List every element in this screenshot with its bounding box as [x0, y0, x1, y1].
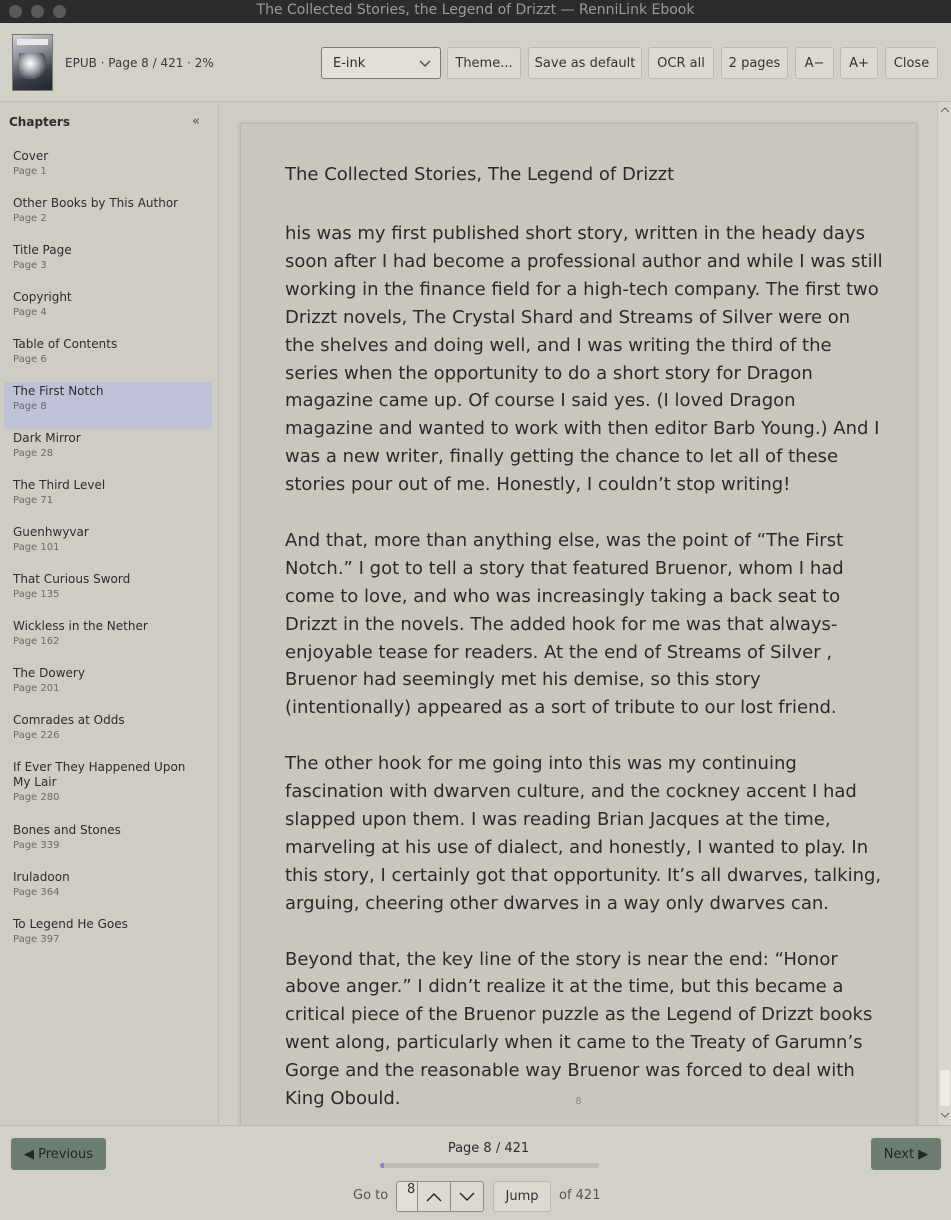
reading-progress-bar: [380, 1163, 599, 1168]
page-step-down-button[interactable]: [450, 1181, 484, 1212]
chapter-list: [4, 147, 212, 962]
scroll-up-icon[interactable]: [940, 105, 950, 115]
reading-progress-fill: [380, 1163, 384, 1168]
font-smaller-button[interactable]: A−: [795, 47, 834, 79]
ocr-all-button[interactable]: OCR all: [648, 47, 714, 79]
chevron-down-icon: [419, 57, 431, 69]
scrollbar-thumb[interactable]: [940, 1070, 950, 1106]
chapter-page: Page 397: [13, 934, 60, 945]
chapter-page: Page 339: [13, 840, 60, 851]
chapter-page: Page 71: [13, 495, 54, 506]
page-number: 8: [575, 1096, 582, 1107]
sidebar-chapter-item[interactable]: [4, 523, 212, 570]
save-default-button[interactable]: Save as default: [528, 47, 642, 79]
paragraph: The other hook for me going into this was my continuing fascination with dwarven culture, and the cockney accent I had slapped upon them. I was reading Brian Jacques at the time, marveling at his use of dialect, and honestly, I wanted to play. In this story, I certainly got that opportunity. It’s all dwarves, talking, arguing, cheering other dwarves in a way only dwarves can.: [285, 753, 882, 914]
chapter-page: Page 201: [13, 683, 60, 694]
chapter-page: Page 1: [13, 166, 47, 177]
sidebar-chapter-item[interactable]: [4, 711, 212, 758]
font-larger-button[interactable]: A+: [840, 47, 878, 79]
next-page-button[interactable]: Next ▶: [871, 1138, 941, 1170]
chapter-name: Comrades at Odds: [13, 713, 125, 727]
two-pages-button[interactable]: 2 pages: [721, 47, 788, 79]
chapter-page: Page 6: [13, 354, 47, 365]
chapter-page: Page 2: [13, 213, 47, 224]
chapter-name: Title Page: [13, 243, 72, 257]
chevron-up-icon: [425, 1191, 443, 1203]
sidebar-chapter-item[interactable]: [4, 821, 212, 868]
chapter-name: Wickless in the Nether: [13, 619, 148, 633]
collapse-sidebar-button[interactable]: «: [192, 114, 200, 129]
chapter-page: Page 28: [13, 448, 54, 459]
book-info: EPUB · Page 8 / 421 · 2%: [65, 56, 214, 70]
sidebar-chapter-item[interactable]: [4, 194, 212, 241]
goto-label: Go to: [353, 1188, 389, 1203]
reading-area[interactable]: [219, 102, 937, 1125]
close-button[interactable]: Close: [885, 47, 938, 79]
page-status: Page 8 / 421: [447, 1141, 530, 1156]
previous-page-button[interactable]: ◀ Previous: [11, 1138, 106, 1170]
bottom-navigation: [0, 1125, 951, 1220]
chapter-page: Page 8: [13, 401, 47, 412]
sidebar-chapter-item[interactable]: [4, 664, 212, 711]
sidebar-chapter-item[interactable]: [4, 241, 212, 288]
paragraph: Beyond that, the key line of the story is near the end: “Honor above anger.” I didn’t realize it at the time, but this became a critical piece of the Bruenor puzzle as the Legend of Drizzt books went along, particularly when it came to the Treaty of Garumn’s Gorge and the reasonable way Bruenor was forced to deal with King Obould.: [285, 948, 873, 1110]
chapter-name: Copyright: [13, 290, 72, 304]
chapters-sidebar: [0, 102, 219, 1125]
chapter-name: If Ever They Happened Upon My Lair: [13, 760, 186, 789]
chapter-page: Page 162: [13, 636, 60, 647]
chapter-page: Page 280: [13, 792, 60, 803]
sidebar-chapter-item[interactable]: [4, 335, 212, 382]
page-title: The Collected Stories, The Legend of Drizzt: [285, 164, 675, 185]
sidebar-chapter-item[interactable]: [4, 617, 212, 664]
toolbar: [0, 23, 951, 102]
paragraph: And that, more than anything else, was the point of “The First Notch.” I got to tell a story that featured Bruenor, whom I had come to love, and who was increasingly taking a back seat to Drizzt in the novels. The added hook for me was that always-enjoyable tease for readers. At the end of Streams of Silver , Bruenor had seemingly met his demise, so this story (intentionally) appeared as a sort of tribute to our lost friend.: [285, 529, 844, 719]
theme-select[interactable]: [321, 47, 441, 79]
chapter-page: Page 101: [13, 542, 60, 553]
chapter-name: To Legend He Goes: [13, 917, 128, 931]
sidebar-chapter-item[interactable]: [4, 758, 212, 821]
theme-select-value: E-ink: [333, 55, 366, 71]
chapter-name: That Curious Sword: [13, 572, 131, 586]
sidebar-chapter-item[interactable]: [4, 476, 212, 523]
sidebar-chapter-item[interactable]: [4, 147, 212, 194]
chapter-page: Page 226: [13, 730, 60, 741]
chapter-name: Cover: [13, 149, 49, 163]
chapter-page: Page 364: [13, 887, 60, 898]
sidebar-chapter-item[interactable]: [4, 429, 212, 476]
chapter-page: Page 135: [13, 589, 60, 600]
vertical-scrollbar[interactable]: [937, 102, 951, 1125]
window-titlebar: [0, 0, 951, 23]
sidebar-chapter-item[interactable]: [4, 382, 212, 429]
chevron-down-icon: [458, 1191, 476, 1203]
total-pages-label: of 421: [559, 1188, 601, 1203]
chapter-name: Iruladoon: [13, 870, 70, 884]
paragraph: his was my first published short story, written in the heady days soon after I had become a professional author and while I was still working in the finance field for a high-tech company. The first two Drizzt novels, The Crystal Shard and Streams of Silver were on the shelves and doing well, and I was writing the third of the series when the opportunity to do a short story for Dragon magazine came up. Of course I said yes. (I loved Dragon magazine and wanted to work with then editor Barb Young.) And I was a new writer, finally getting the chance to let all of these stories pour out of me. Honestly, I couldn’t stop writing!: [285, 223, 883, 496]
theme-button[interactable]: Theme...: [447, 47, 521, 79]
chapter-name: Other Books by This Author: [13, 196, 179, 210]
sidebar-chapter-item[interactable]: [4, 570, 212, 617]
jump-button[interactable]: Jump: [493, 1181, 551, 1212]
chapter-name: The First Notch: [13, 384, 104, 398]
chapter-name: Dark Mirror: [13, 431, 81, 445]
page-text: [285, 220, 885, 1125]
chapter-page: Page 4: [13, 307, 47, 318]
page-step-up-button[interactable]: [417, 1181, 451, 1212]
chapter-name: The Third Level: [13, 478, 106, 492]
chapter-name: Guenhwyvar: [13, 525, 89, 539]
chapter-page: Page 3: [13, 260, 47, 271]
scroll-down-icon[interactable]: [940, 1110, 950, 1120]
sidebar-chapter-item[interactable]: [4, 868, 212, 915]
chapter-name: The Dowery: [13, 666, 85, 680]
chapter-name: Bones and Stones: [13, 823, 121, 837]
book-cover-thumbnail: [12, 34, 53, 91]
book-page: [240, 123, 917, 1125]
sidebar-chapter-item[interactable]: [4, 915, 212, 962]
sidebar-chapter-item[interactable]: [4, 288, 212, 335]
chapters-heading: Chapters: [9, 115, 70, 129]
window-title: The Collected Stories, the Legend of Drizzt — RenniLink Ebook: [256, 2, 695, 18]
chapter-name: Table of Contents: [13, 337, 118, 351]
goto-page-input[interactable]: 8: [396, 1181, 418, 1212]
